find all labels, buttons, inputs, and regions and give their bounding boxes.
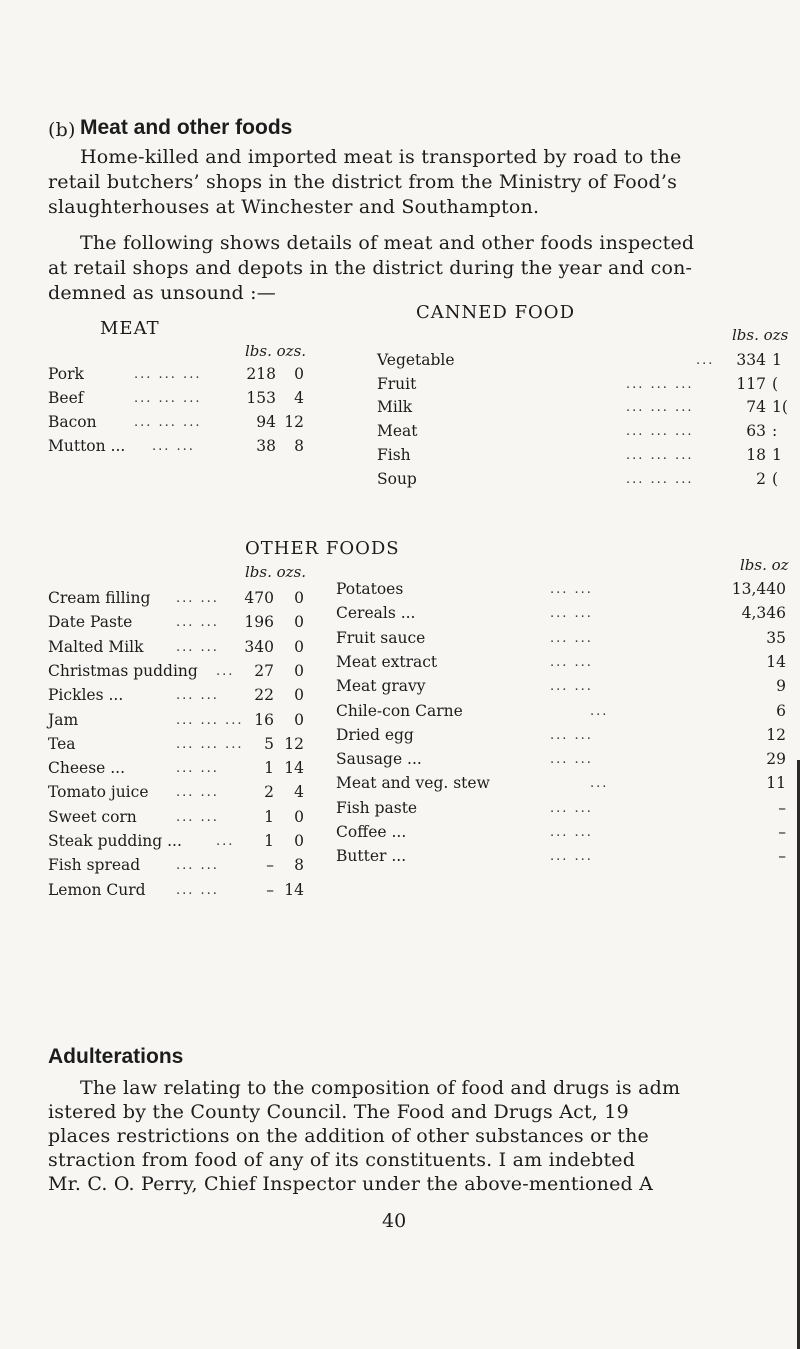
other-food-item: Christmas pudding <box>48 662 198 680</box>
other-food-item: Potatoes <box>336 580 404 598</box>
other-food-ozs: 14 <box>284 759 304 777</box>
other-food-value: 14 <box>766 653 786 671</box>
leader-dots: ... ... <box>176 761 219 776</box>
leader-dots: ... ... <box>550 631 593 646</box>
other-food-value: 9 <box>776 677 786 695</box>
canned-ozs: ( <box>772 375 779 393</box>
section-heading: Meat and other foods <box>80 116 293 139</box>
canned-ozs: 1 <box>772 446 782 464</box>
other-food-item: Malted Milk <box>48 638 144 656</box>
paragraph-line: The following shows details of meat and other foods inspected <box>80 232 695 254</box>
leader-dots: ... ... ... <box>134 415 202 430</box>
leader-dots: ... ... <box>550 606 593 621</box>
other-food-ozs: 8 <box>294 856 304 874</box>
leader-dots: ... ... <box>550 728 593 743</box>
paragraph-line: istered by the County Council. The Food and Drugs Act, 19 <box>48 1101 629 1123</box>
other-food-ozs: 0 <box>294 638 304 656</box>
meat-ozs: 0 <box>294 365 304 383</box>
other-food-item: Meat gravy <box>336 677 426 695</box>
leader-dots: ... ... <box>550 801 593 816</box>
other-food-item: Fish spread <box>48 856 141 874</box>
other-food-ozs: 12 <box>284 735 304 753</box>
other-food-value: 12 <box>766 726 786 744</box>
canned-units: lbs. ozs <box>732 326 789 344</box>
other-food-item: Sausage ... <box>336 750 422 768</box>
canned-lbs: 63 <box>746 422 766 440</box>
other-food-ozs: 0 <box>294 711 304 729</box>
leader-dots: ... ... <box>550 849 593 864</box>
other-food-lbs: 2 <box>264 783 274 801</box>
leader-dots: ... ... ... <box>134 367 202 382</box>
leader-dots: ... ... <box>176 785 219 800</box>
leader-dots: ... ... ... <box>626 472 694 487</box>
meat-item: Beef <box>48 389 84 407</box>
other-food-item: Tomato juice <box>48 783 149 801</box>
other-food-item: Lemon Curd <box>48 881 146 899</box>
canned-item: Fish <box>377 446 411 464</box>
leader-dots: ... ... <box>176 615 219 630</box>
leader-dots: ... ... ... <box>176 737 244 752</box>
other-food-item: Steak pudding ... <box>48 832 182 850</box>
meat-units: lbs. ozs. <box>245 342 307 360</box>
other-food-lbs: 1 <box>264 832 274 850</box>
other-food-lbs: 22 <box>254 686 274 704</box>
canned-item: Meat <box>377 422 418 440</box>
leader-dots: ... ... ... <box>176 713 244 728</box>
meat-lbs: 94 <box>256 413 276 431</box>
other-food-item: Meat extract <box>336 653 438 671</box>
other-food-value: – <box>778 847 786 865</box>
other-food-ozs: 0 <box>294 808 304 826</box>
canned-item: Vegetable <box>377 351 455 369</box>
paragraph-line: Mr. C. O. Perry, Chief Inspector under the above-mentioned A <box>48 1173 654 1195</box>
other-food-item: Cereals ... <box>336 604 416 622</box>
other-food-lbs: 196 <box>244 613 274 631</box>
other-food-item: Cheese ... <box>48 759 126 777</box>
meat-table-title: MEAT <box>100 318 160 339</box>
leader-dots: ... ... ... <box>134 391 202 406</box>
meat-lbs: 38 <box>256 437 276 455</box>
leader-dots: ... ... ... <box>626 448 694 463</box>
leader-dots: ... ... <box>550 655 593 670</box>
canned-ozs: 1( <box>772 398 788 416</box>
leader-dots: ... <box>590 776 609 791</box>
leader-dots: ... ... <box>176 858 219 873</box>
other-food-item: Pickles ... <box>48 686 124 704</box>
paragraph-line: places restrictions on the addition of other substances or the <box>48 1125 650 1147</box>
leader-dots: ... <box>216 834 235 849</box>
canned-ozs: ( <box>772 470 779 488</box>
other-left-units: lbs. ozs. <box>245 563 307 581</box>
section-label: (b) <box>48 119 76 141</box>
other-food-item: Meat and veg. stew <box>336 774 490 792</box>
canned-lbs: 74 <box>746 398 766 416</box>
leader-dots: ... ... <box>550 825 593 840</box>
canned-table-title: CANNED FOOD <box>416 302 575 323</box>
other-food-lbs: 470 <box>244 589 274 607</box>
canned-item: Fruit <box>377 375 417 393</box>
meat-lbs: 218 <box>246 365 276 383</box>
paragraph-line: slaughterhouses at Winchester and Southampton. <box>48 196 540 218</box>
canned-lbs: 18 <box>746 446 766 464</box>
paragraph-line: at retail shops and depots in the district during the year and con- <box>48 257 693 279</box>
other-food-item: Jam <box>48 711 79 729</box>
other-food-item: Sweet corn <box>48 808 137 826</box>
page-number: 40 <box>382 1210 407 1232</box>
other-food-value: 11 <box>766 774 786 792</box>
other-right-units: lbs. oz <box>740 556 789 574</box>
other-food-item: Dried egg <box>336 726 414 744</box>
other-food-ozs: 0 <box>294 613 304 631</box>
paragraph-line: demned as unsound :— <box>48 282 276 304</box>
leader-dots: ... ... <box>176 591 219 606</box>
adulterations-heading: Adulterations <box>48 1045 184 1068</box>
other-food-item: Butter ... <box>336 847 407 865</box>
canned-ozs: : <box>772 422 778 440</box>
paragraph-line: Home-killed and imported meat is transported by road to the <box>80 146 682 168</box>
other-food-value: – <box>778 799 786 817</box>
meat-lbs: 153 <box>246 389 276 407</box>
leader-dots: ... <box>696 353 715 368</box>
other-food-item: Cream filling <box>48 589 151 607</box>
leader-dots: ... ... <box>176 640 219 655</box>
leader-dots: ... ... <box>550 582 593 597</box>
other-food-lbs: – <box>266 881 274 899</box>
leader-dots: ... <box>216 664 235 679</box>
meat-item: Mutton ... <box>48 437 126 455</box>
leader-dots: ... ... ... <box>626 424 694 439</box>
other-food-item: Fruit sauce <box>336 629 426 647</box>
leader-dots: ... ... ... <box>626 400 694 415</box>
leader-dots: ... <box>590 704 609 719</box>
other-food-ozs: 4 <box>294 783 304 801</box>
leader-dots: ... ... <box>176 688 219 703</box>
paragraph-line: retail butchers’ shops in the district from the Ministry of Food’s <box>48 171 678 193</box>
other-food-value: 4,346 <box>741 604 786 622</box>
other-food-value: 35 <box>766 629 786 647</box>
other-food-lbs: 16 <box>254 711 274 729</box>
other-food-ozs: 0 <box>294 589 304 607</box>
leader-dots: ... ... <box>550 752 593 767</box>
canned-lbs: 334 <box>736 351 766 369</box>
leader-dots: ... ... <box>550 679 593 694</box>
meat-ozs: 8 <box>294 437 304 455</box>
other-food-ozs: 0 <box>294 832 304 850</box>
leader-dots: ... ... ... <box>626 377 694 392</box>
meat-item: Pork <box>48 365 84 383</box>
other-food-ozs: 0 <box>294 686 304 704</box>
other-food-lbs: 340 <box>244 638 274 656</box>
canned-ozs: 1 <box>772 351 782 369</box>
other-food-ozs: 0 <box>294 662 304 680</box>
canned-item: Soup <box>377 470 417 488</box>
other-food-lbs: 1 <box>264 808 274 826</box>
other-food-ozs: 14 <box>284 881 304 899</box>
other-food-value: – <box>778 823 786 841</box>
other-foods-title: OTHER FOODS <box>245 538 400 559</box>
paragraph-line: The law relating to the composition of food and drugs is adm <box>80 1077 681 1099</box>
canned-item: Milk <box>377 398 413 416</box>
other-food-item: Coffee ... <box>336 823 407 841</box>
canned-lbs: 117 <box>736 375 766 393</box>
other-food-item: Date Paste <box>48 613 133 631</box>
meat-ozs: 12 <box>284 413 304 431</box>
other-food-value: 29 <box>766 750 786 768</box>
other-food-item: Chile-con Carne <box>336 702 463 720</box>
other-food-lbs: – <box>266 856 274 874</box>
leader-dots: ... ... <box>152 439 195 454</box>
other-food-lbs: 27 <box>254 662 274 680</box>
other-food-value: 13,440 <box>731 580 786 598</box>
other-food-lbs: 5 <box>264 735 274 753</box>
other-food-value: 6 <box>776 702 786 720</box>
leader-dots: ... ... <box>176 883 219 898</box>
other-food-lbs: 1 <box>264 759 274 777</box>
paragraph-line: straction from food of any of its constituents. I am indebted <box>48 1149 636 1171</box>
meat-ozs: 4 <box>294 389 304 407</box>
other-food-item: Fish paste <box>336 799 418 817</box>
leader-dots: ... ... <box>176 810 219 825</box>
meat-item: Bacon <box>48 413 97 431</box>
canned-lbs: 2 <box>756 470 766 488</box>
other-food-item: Tea <box>48 735 76 753</box>
